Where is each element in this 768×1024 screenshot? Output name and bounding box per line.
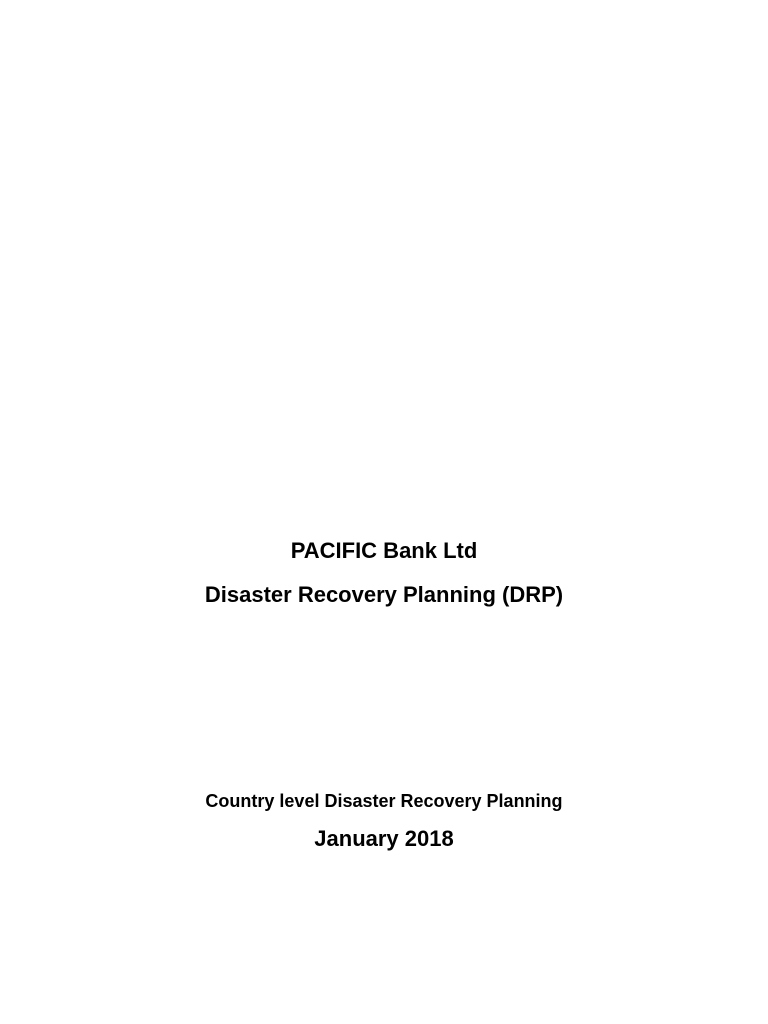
organization-name: PACIFIC Bank Ltd — [290, 538, 478, 563]
document-scope: Country level Disaster Recovery Planning — [205, 791, 563, 811]
document-date: January 2018 — [314, 826, 454, 851]
document-title: Disaster Recovery Planning (DRP) — [204, 582, 564, 607]
